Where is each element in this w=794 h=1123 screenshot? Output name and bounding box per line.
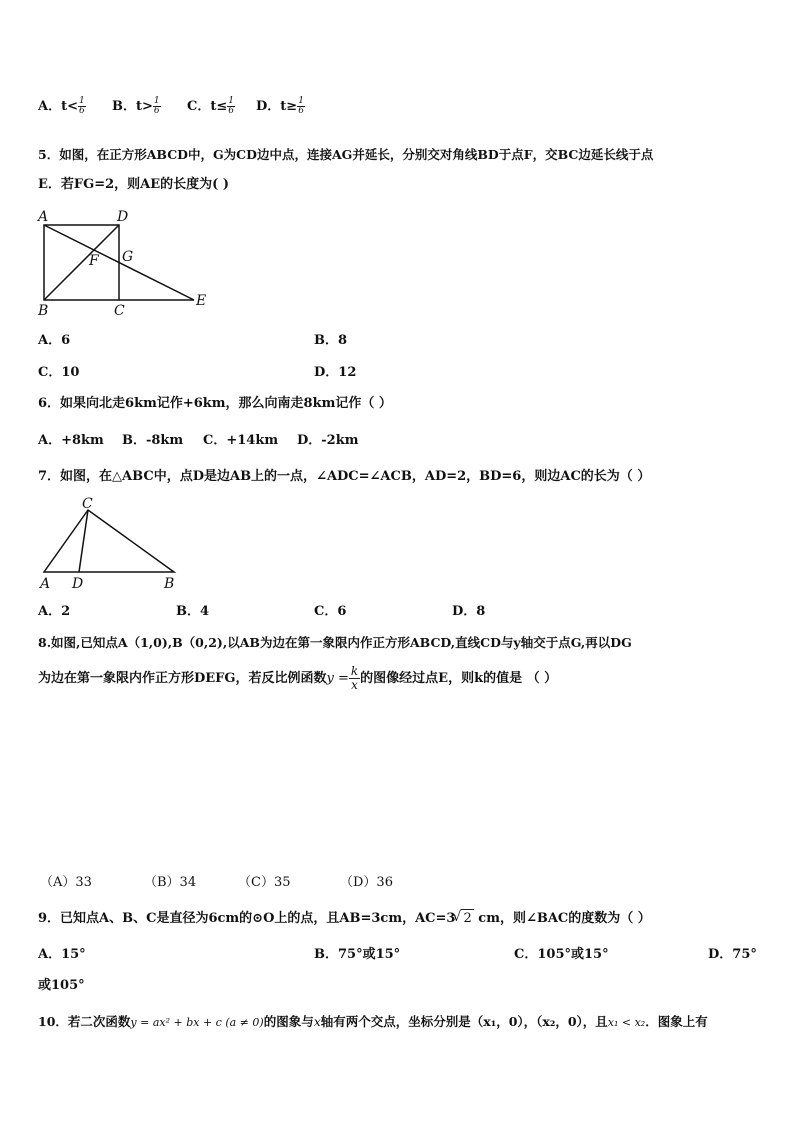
sqrt-symbol: √ 2 — [461, 909, 473, 928]
label-c: C — [114, 303, 125, 319]
label-c: C — [82, 496, 93, 512]
q7-stem: 7．如图，在△ABC中，点D是边AB上的一点，∠ADC=∠ACB，AD=2，BD=6，则边AC的长为（ ） — [38, 469, 651, 484]
q6-option-a: A．+8km — [38, 433, 104, 448]
label-e: E — [196, 293, 207, 309]
q9-option-c: C．105°或15° — [514, 947, 609, 962]
q6-stem: 6．如果向北走6km记作+6km，那么向南走8km记作（ ） — [38, 396, 392, 411]
diagonal-bd — [44, 225, 119, 300]
triangle-abc — [44, 510, 174, 572]
q9-option-d: D．75° — [708, 947, 757, 962]
q5-stem-line1: 5．如图，在正方形ABCD中，G为CD边中点，连接AG并延长，分别交对角线BD于点F，交BC边延长线于点 — [38, 147, 654, 162]
label-d: D — [117, 209, 129, 225]
q7-option-d: D．8 — [452, 604, 486, 619]
label-b: B — [38, 303, 49, 319]
q8-option-d: （D）36 — [340, 875, 393, 890]
q5-option-c: C．10 — [38, 365, 80, 380]
q7-option-a: A．2 — [38, 604, 71, 619]
q8-option-c: （C）35 — [238, 875, 291, 890]
q6-option-d: D．-2km — [297, 433, 359, 448]
q7-option-b: B．4 — [176, 604, 210, 619]
q9-option-a: A．15° — [38, 947, 86, 962]
q4-option-d: D．t≥ $\frac{1}{6}$ — [256, 96, 304, 116]
q5-option-a: A．6 — [38, 333, 71, 348]
label-d: D — [72, 576, 84, 591]
q9-option-d-wrap: 或105° — [38, 978, 85, 993]
label-a: A — [40, 576, 51, 591]
label-g: G — [122, 249, 134, 265]
q8-option-a: （A）33 — [40, 875, 92, 890]
q5-option-b: B．8 — [314, 333, 348, 348]
q6-option-b: B．-8km — [122, 433, 184, 448]
segment-cd — [79, 510, 88, 572]
q10-stem: 10．若二次函数y = ax² + bx + c (a ≠ 0)的图象与x轴有两个交点，坐标分别是（x₁，0），（x₂，0），且x₁ < x₂．图象上有 — [38, 1014, 708, 1029]
q8-stem-line2: 为边在第一象限内作正方形DEFG，若反比例函数y = $\frac{k}{x}$ 的图像经过点E，则k的值是 （ ） — [38, 664, 558, 692]
label-f: F — [89, 253, 99, 269]
q7-option-c: C．6 — [314, 604, 347, 619]
q4-option-b: B．t> $\frac{1}{6}$ — [112, 96, 160, 116]
q5-option-d: D．12 — [314, 365, 357, 380]
q9-option-b: B．75°或15° — [314, 947, 401, 962]
q8-option-b: （B）34 — [144, 875, 197, 890]
label-b: B — [164, 576, 175, 591]
q5-stem-line2: E．若FG=2，则AE的长度为( ) — [38, 177, 230, 192]
label-a: A — [38, 209, 49, 225]
q5-square-figure — [34, 205, 214, 320]
q4-option-c: C．t≤ $\frac{1}{6}$ — [187, 96, 234, 116]
q8-stem-line1: 8.如图,已知点A（1,0),B（0,2),以AB为边在第一象限内作正方形ABCD,直线CD与y轴交于点G,再以DG — [38, 635, 632, 650]
q7-triangle-figure — [34, 496, 194, 591]
q4-option-a: A．t< $\frac{1}{6}$ — [38, 96, 85, 116]
q6-option-c: C．+14km — [203, 433, 279, 448]
q9-stem: 9．已知点A、B、C是直径为6cm的⊙O上的点，且AB=3cm，AC=3√ 2 cm，则∠BAC的度数为（ ） — [38, 909, 651, 928]
